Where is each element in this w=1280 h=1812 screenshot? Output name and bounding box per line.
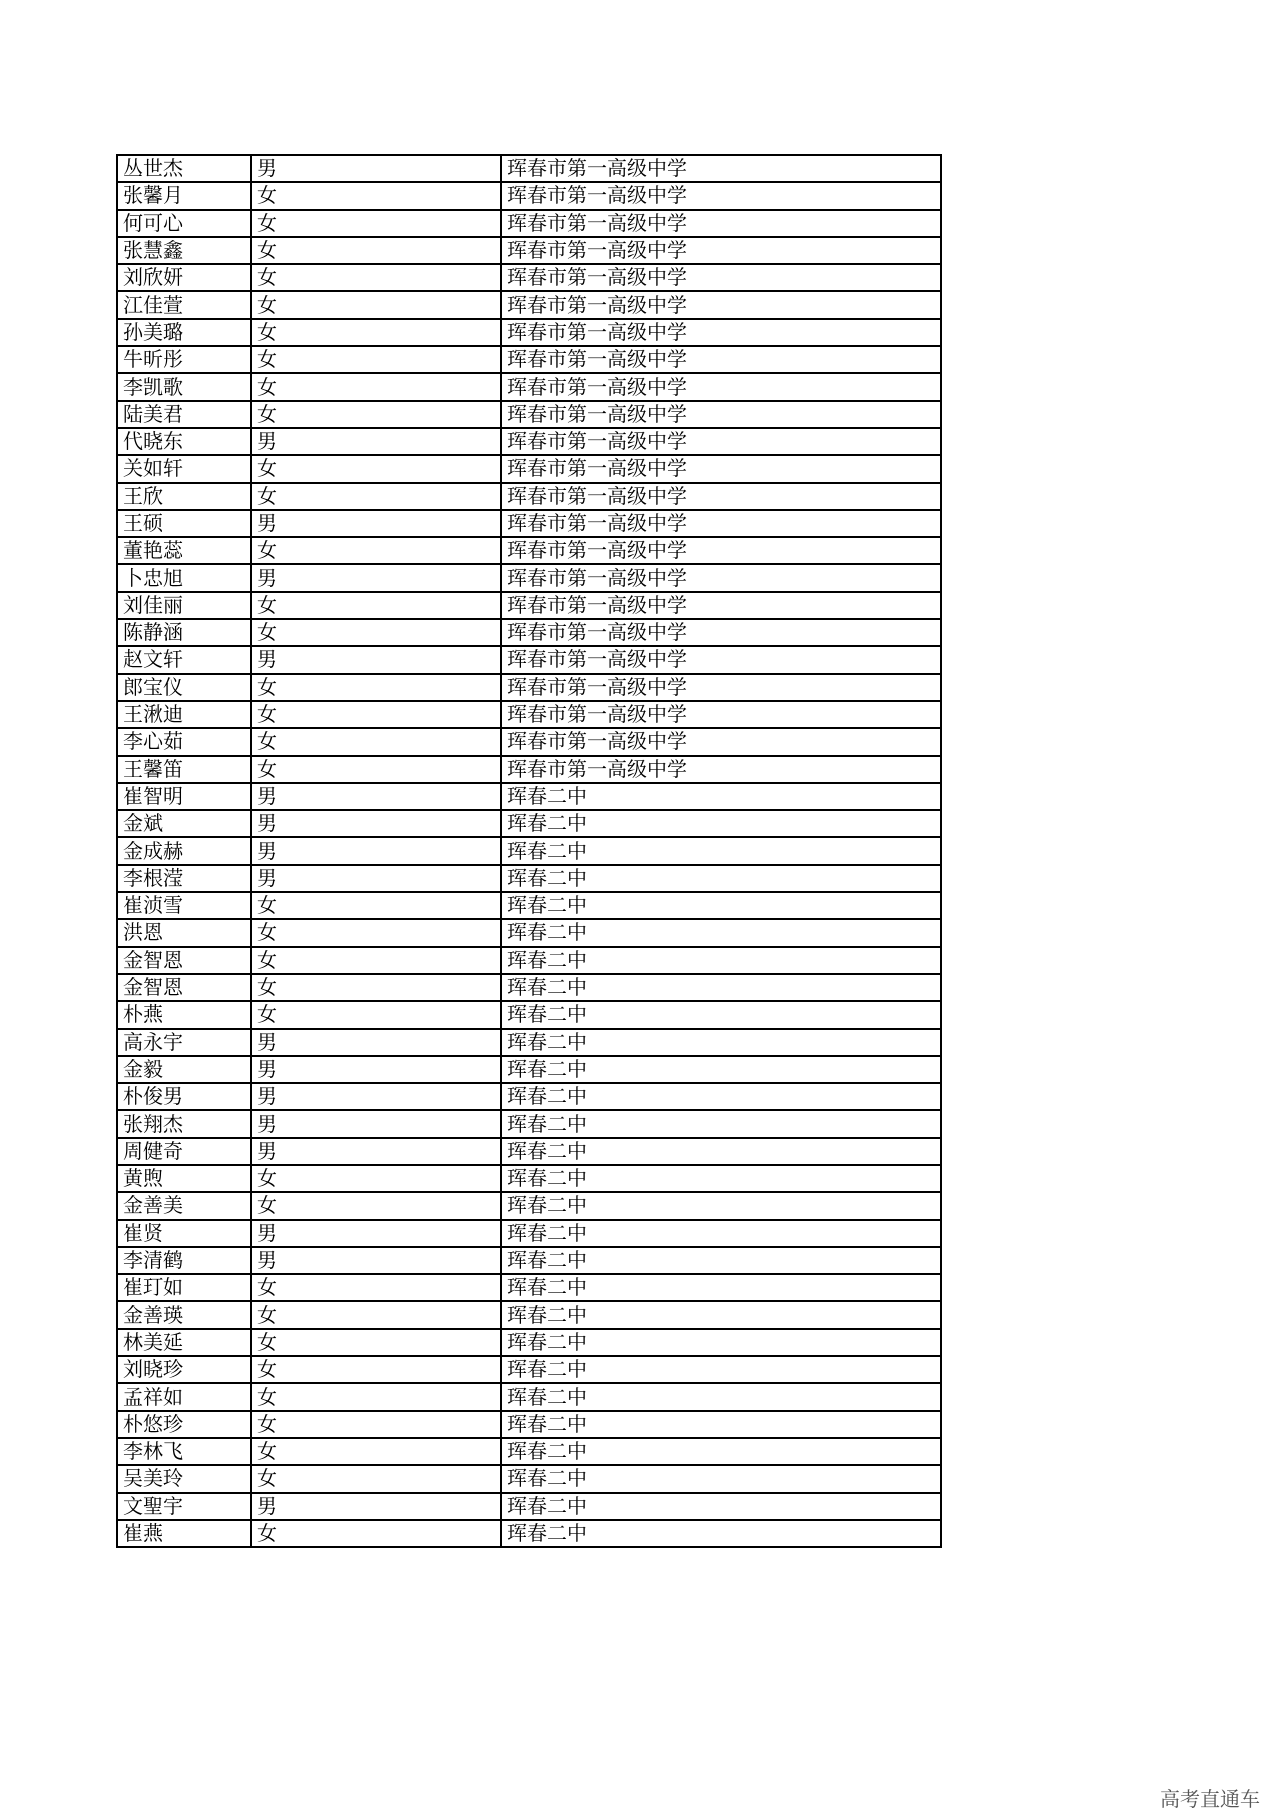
table-row bbox=[117, 619, 941, 646]
school-cell: 珲春二中 bbox=[501, 1001, 941, 1028]
name-cell: 陈静涵 bbox=[117, 619, 251, 646]
school-cell: 珲春市第一高级中学 bbox=[501, 155, 941, 182]
gender-cell: 女 bbox=[251, 1356, 501, 1383]
name-cell: 何可心 bbox=[117, 210, 251, 237]
school-cell: 珲春二中 bbox=[501, 1520, 941, 1547]
school-cell: 珲春二中 bbox=[501, 1029, 941, 1056]
name-cell: 丛世杰 bbox=[117, 155, 251, 182]
name-cell: 朴俊男 bbox=[117, 1083, 251, 1110]
school-cell: 珲春二中 bbox=[501, 1192, 941, 1219]
name-cell: 王欣 bbox=[117, 483, 251, 510]
school-cell: 珲春二中 bbox=[501, 1138, 941, 1165]
school-cell: 珲春二中 bbox=[501, 837, 941, 864]
name-cell: 金毅 bbox=[117, 1056, 251, 1083]
gender-cell: 女 bbox=[251, 210, 501, 237]
name-cell: 张慧鑫 bbox=[117, 237, 251, 264]
name-cell: 李清鹤 bbox=[117, 1247, 251, 1274]
name-cell: 吴美玲 bbox=[117, 1465, 251, 1492]
table-row bbox=[117, 1192, 941, 1219]
school-cell: 珲春市第一高级中学 bbox=[501, 319, 941, 346]
school-cell: 珲春二中 bbox=[501, 1438, 941, 1465]
table-row bbox=[117, 892, 941, 919]
gender-cell: 女 bbox=[251, 1329, 501, 1356]
name-cell: 牛昕彤 bbox=[117, 346, 251, 373]
name-cell: 崔智明 bbox=[117, 783, 251, 810]
table-row bbox=[117, 1001, 941, 1028]
table-row bbox=[117, 428, 941, 455]
school-cell: 珲春二中 bbox=[501, 1165, 941, 1192]
gender-cell: 女 bbox=[251, 401, 501, 428]
name-cell: 董艳蕊 bbox=[117, 537, 251, 564]
school-cell: 珲春市第一高级中学 bbox=[501, 592, 941, 619]
gender-cell: 男 bbox=[251, 155, 501, 182]
name-cell: 李凯歌 bbox=[117, 373, 251, 400]
gender-cell: 女 bbox=[251, 483, 501, 510]
gender-cell: 女 bbox=[251, 619, 501, 646]
table-row bbox=[117, 701, 941, 728]
school-cell: 珲春二中 bbox=[501, 1110, 941, 1137]
name-cell: 孟祥如 bbox=[117, 1383, 251, 1410]
table-row bbox=[117, 1056, 941, 1083]
school-cell: 珲春市第一高级中学 bbox=[501, 483, 941, 510]
gender-cell: 女 bbox=[251, 1438, 501, 1465]
gender-cell: 女 bbox=[251, 701, 501, 728]
table-row bbox=[117, 483, 941, 510]
gender-cell: 女 bbox=[251, 674, 501, 701]
school-cell: 珲春市第一高级中学 bbox=[501, 182, 941, 209]
table-row bbox=[117, 1465, 941, 1492]
school-cell: 珲春二中 bbox=[501, 947, 941, 974]
school-cell: 珲春市第一高级中学 bbox=[501, 728, 941, 755]
gender-cell: 男 bbox=[251, 428, 501, 455]
gender-cell: 男 bbox=[251, 1138, 501, 1165]
gender-cell: 女 bbox=[251, 537, 501, 564]
name-cell: 刘欣妍 bbox=[117, 264, 251, 291]
table-row bbox=[117, 783, 941, 810]
name-cell: 金智恩 bbox=[117, 974, 251, 1001]
table-row bbox=[117, 537, 941, 564]
table-row bbox=[117, 756, 941, 783]
school-cell: 珲春市第一高级中学 bbox=[501, 428, 941, 455]
school-cell: 珲春市第一高级中学 bbox=[501, 674, 941, 701]
table-row bbox=[117, 810, 941, 837]
school-cell: 珲春市第一高级中学 bbox=[501, 756, 941, 783]
school-cell: 珲春二中 bbox=[501, 1301, 941, 1328]
table-row bbox=[117, 1274, 941, 1301]
table-row bbox=[117, 1520, 941, 1547]
table-row bbox=[117, 1301, 941, 1328]
school-cell: 珲春市第一高级中学 bbox=[501, 455, 941, 482]
gender-cell: 男 bbox=[251, 564, 501, 591]
name-cell: 张翔杰 bbox=[117, 1110, 251, 1137]
table-row bbox=[117, 1411, 941, 1438]
gender-cell: 男 bbox=[251, 810, 501, 837]
table-row bbox=[117, 455, 941, 482]
gender-cell: 女 bbox=[251, 346, 501, 373]
school-cell: 珲春市第一高级中学 bbox=[501, 210, 941, 237]
name-cell: 黄煦 bbox=[117, 1165, 251, 1192]
gender-cell: 女 bbox=[251, 892, 501, 919]
name-cell: 关如轩 bbox=[117, 455, 251, 482]
name-cell: 文聖宇 bbox=[117, 1493, 251, 1520]
table-row bbox=[117, 1138, 941, 1165]
name-cell: 陆美君 bbox=[117, 401, 251, 428]
name-cell: 刘晓珍 bbox=[117, 1356, 251, 1383]
table-row bbox=[117, 1220, 941, 1247]
gender-cell: 女 bbox=[251, 291, 501, 318]
name-cell: 刘佳丽 bbox=[117, 592, 251, 619]
school-cell: 珲春市第一高级中学 bbox=[501, 701, 941, 728]
gender-cell: 女 bbox=[251, 1383, 501, 1410]
name-cell: 朴悠珍 bbox=[117, 1411, 251, 1438]
gender-cell: 女 bbox=[251, 455, 501, 482]
table-row bbox=[117, 837, 941, 864]
table-row bbox=[117, 592, 941, 619]
school-cell: 珲春市第一高级中学 bbox=[501, 291, 941, 318]
gender-cell: 男 bbox=[251, 510, 501, 537]
gender-cell: 女 bbox=[251, 1465, 501, 1492]
school-cell: 珲春市第一高级中学 bbox=[501, 346, 941, 373]
name-cell: 李根滢 bbox=[117, 865, 251, 892]
table-row bbox=[117, 564, 941, 591]
name-cell: 王硕 bbox=[117, 510, 251, 537]
name-cell: 朴燕 bbox=[117, 1001, 251, 1028]
school-cell: 珲春二中 bbox=[501, 1356, 941, 1383]
table-row bbox=[117, 155, 941, 182]
gender-cell: 男 bbox=[251, 1493, 501, 1520]
gender-cell: 女 bbox=[251, 373, 501, 400]
gender-cell: 女 bbox=[251, 919, 501, 946]
gender-cell: 女 bbox=[251, 1520, 501, 1547]
school-cell: 珲春二中 bbox=[501, 1411, 941, 1438]
table-row bbox=[117, 1383, 941, 1410]
table-row bbox=[117, 1110, 941, 1137]
school-cell: 珲春市第一高级中学 bbox=[501, 619, 941, 646]
gender-cell: 女 bbox=[251, 592, 501, 619]
gender-cell: 女 bbox=[251, 756, 501, 783]
table-row bbox=[117, 237, 941, 264]
gender-cell: 男 bbox=[251, 865, 501, 892]
school-cell: 珲春二中 bbox=[501, 1329, 941, 1356]
school-cell: 珲春市第一高级中学 bbox=[501, 646, 941, 673]
table-row bbox=[117, 1083, 941, 1110]
school-cell: 珲春二中 bbox=[501, 892, 941, 919]
name-cell: 郎宝仪 bbox=[117, 674, 251, 701]
name-cell: 张馨月 bbox=[117, 182, 251, 209]
gender-cell: 女 bbox=[251, 728, 501, 755]
gender-cell: 男 bbox=[251, 1029, 501, 1056]
table-row bbox=[117, 1493, 941, 1520]
gender-cell: 女 bbox=[251, 237, 501, 264]
name-cell: 王馨笛 bbox=[117, 756, 251, 783]
table-row bbox=[117, 646, 941, 673]
name-cell: 卜忠旭 bbox=[117, 564, 251, 591]
table-row bbox=[117, 1029, 941, 1056]
name-cell: 崔浈雪 bbox=[117, 892, 251, 919]
name-cell: 林美延 bbox=[117, 1329, 251, 1356]
name-cell: 金善美 bbox=[117, 1192, 251, 1219]
table-row bbox=[117, 346, 941, 373]
school-cell: 珲春二中 bbox=[501, 1056, 941, 1083]
table-row bbox=[117, 674, 941, 701]
table-row bbox=[117, 728, 941, 755]
gender-cell: 女 bbox=[251, 1411, 501, 1438]
gender-cell: 女 bbox=[251, 1165, 501, 1192]
table-row bbox=[117, 182, 941, 209]
table-row bbox=[117, 919, 941, 946]
name-cell: 崔燕 bbox=[117, 1520, 251, 1547]
watermark-text: 高考直通车 bbox=[1160, 1787, 1260, 1811]
gender-cell: 男 bbox=[251, 1247, 501, 1274]
table-row bbox=[117, 1247, 941, 1274]
gender-cell: 女 bbox=[251, 319, 501, 346]
name-cell: 王湫迪 bbox=[117, 701, 251, 728]
table-row bbox=[117, 291, 941, 318]
name-cell: 孙美璐 bbox=[117, 319, 251, 346]
name-cell: 赵文轩 bbox=[117, 646, 251, 673]
gender-cell: 女 bbox=[251, 1274, 501, 1301]
gender-cell: 男 bbox=[251, 1056, 501, 1083]
table-row bbox=[117, 373, 941, 400]
table-row bbox=[117, 974, 941, 1001]
name-cell: 金成赫 bbox=[117, 837, 251, 864]
school-cell: 珲春二中 bbox=[501, 1247, 941, 1274]
table-row bbox=[117, 1356, 941, 1383]
table-row bbox=[117, 319, 941, 346]
gender-cell: 男 bbox=[251, 837, 501, 864]
name-cell: 崔玎如 bbox=[117, 1274, 251, 1301]
school-cell: 珲春二中 bbox=[501, 1465, 941, 1492]
roster-body bbox=[117, 155, 941, 1547]
school-cell: 珲春二中 bbox=[501, 919, 941, 946]
name-cell: 金智恩 bbox=[117, 947, 251, 974]
name-cell: 代晓东 bbox=[117, 428, 251, 455]
name-cell: 崔贤 bbox=[117, 1220, 251, 1247]
school-cell: 珲春市第一高级中学 bbox=[501, 564, 941, 591]
gender-cell: 女 bbox=[251, 264, 501, 291]
school-cell: 珲春二中 bbox=[501, 1383, 941, 1410]
school-cell: 珲春市第一高级中学 bbox=[501, 510, 941, 537]
school-cell: 珲春二中 bbox=[501, 1220, 941, 1247]
school-cell: 珲春市第一高级中学 bbox=[501, 401, 941, 428]
name-cell: 江佳萱 bbox=[117, 291, 251, 318]
name-cell: 高永宇 bbox=[117, 1029, 251, 1056]
name-cell: 李林飞 bbox=[117, 1438, 251, 1465]
table-row bbox=[117, 264, 941, 291]
school-cell: 珲春二中 bbox=[501, 1083, 941, 1110]
gender-cell: 男 bbox=[251, 1220, 501, 1247]
gender-cell: 女 bbox=[251, 1192, 501, 1219]
school-cell: 珲春二中 bbox=[501, 1493, 941, 1520]
school-cell: 珲春市第一高级中学 bbox=[501, 264, 941, 291]
gender-cell: 女 bbox=[251, 1301, 501, 1328]
school-cell: 珲春市第一高级中学 bbox=[501, 373, 941, 400]
gender-cell: 男 bbox=[251, 1110, 501, 1137]
school-cell: 珲春二中 bbox=[501, 865, 941, 892]
gender-cell: 男 bbox=[251, 1083, 501, 1110]
gender-cell: 男 bbox=[251, 646, 501, 673]
table-row bbox=[117, 865, 941, 892]
gender-cell: 女 bbox=[251, 947, 501, 974]
table-row bbox=[117, 1329, 941, 1356]
name-cell: 金斌 bbox=[117, 810, 251, 837]
gender-cell: 女 bbox=[251, 974, 501, 1001]
school-cell: 珲春市第一高级中学 bbox=[501, 237, 941, 264]
name-cell: 李心茹 bbox=[117, 728, 251, 755]
name-cell: 金善瑛 bbox=[117, 1301, 251, 1328]
table-row bbox=[117, 510, 941, 537]
gender-cell: 女 bbox=[251, 1001, 501, 1028]
school-cell: 珲春二中 bbox=[501, 810, 941, 837]
name-cell: 洪恩 bbox=[117, 919, 251, 946]
table-row bbox=[117, 210, 941, 237]
table-row bbox=[117, 1165, 941, 1192]
school-cell: 珲春二中 bbox=[501, 783, 941, 810]
table-row bbox=[117, 1438, 941, 1465]
school-cell: 珲春二中 bbox=[501, 1274, 941, 1301]
roster-table bbox=[116, 154, 942, 1548]
table-row bbox=[117, 401, 941, 428]
gender-cell: 女 bbox=[251, 182, 501, 209]
table-row bbox=[117, 947, 941, 974]
name-cell: 周健奇 bbox=[117, 1138, 251, 1165]
gender-cell: 男 bbox=[251, 783, 501, 810]
school-cell: 珲春二中 bbox=[501, 974, 941, 1001]
school-cell: 珲春市第一高级中学 bbox=[501, 537, 941, 564]
